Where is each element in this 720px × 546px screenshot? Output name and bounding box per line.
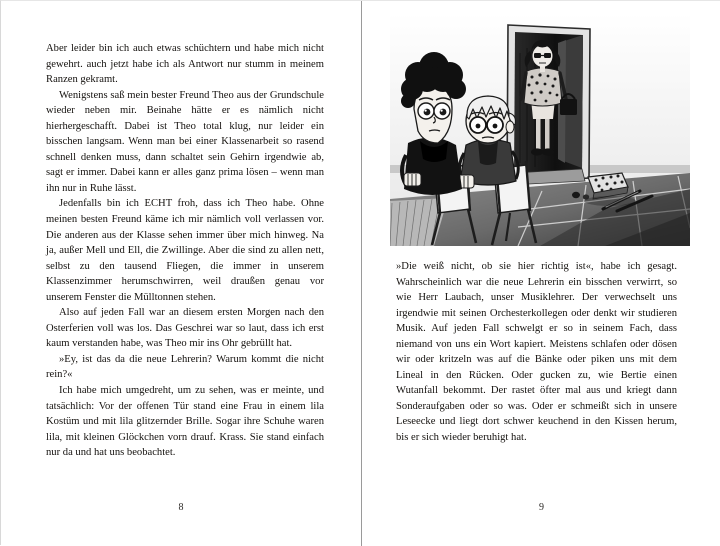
left-page bbox=[1, 1, 361, 546]
paragraph: »Die weiß nicht, ob sie hier richtig ist«, habe ich gesagt. Wahrscheinlich war die neue Lehrerin ein bisschen verwirrt, so wie Herr Laubach, unser Musiklehrer. Der verwechselt uns irgendwie mit seinen Orchesterkollegen oder denkt wir studieren Musik. Auf jeden Fall schwelgt er so in seinem Fach, dass niemand von uns ein Wort kapiert. Meistens schlafen oder dösen wir oder kritzeln was auf die Bänke oder piken uns mit dem Lineal in den Rücken. Oder gucken zu, wie Bertie einen Wutanfall bekommt. Der rastet öfter mal aus und kriegt dann Sonderaufgaben oder so was. Oder er schmeißt sich in unsere Leseecke und liegt dort schwer keuchend in den Kissen herum, bis er sich wieder beruhigt hat. bbox=[396, 261, 677, 444]
right-page bbox=[362, 1, 720, 546]
paragraph: Also auf jeden Fall war an diesem ersten Morgen nach den Osterferien voll was los. Das Geschrei war so laut, dass ich erst kaum verstanden habe, was Theo mir ins Ohr gebrüllt hat. bbox=[46, 307, 324, 350]
page-number-left: 8 bbox=[178, 502, 184, 513]
classroom-illustration bbox=[390, 13, 690, 246]
left-page-text-column bbox=[46, 41, 324, 461]
paragraph: Ich habe mich umgedreht, um zu sehen, was er meinte, und tatsächlich: Vor der offenen Tür stand eine Frau in einem lila Kostüm und mit lila glitzernder Brille. Sogar ihre Schuhe waren lila, mit kleinen Glöckchen vorn drauf. Krass. Sie stand einfach nur da und hat uns beobachtet. bbox=[46, 385, 324, 459]
hands bbox=[404, 173, 421, 186]
paragraph: Wenigstens saß mein bester Freund Theo aus der Grundschule wieder neben mir. Beinahe hätte er es nämlich nicht hierhergeschafft. Dabei ist Theo total klug, nur leider ein bisschen langsam. Wenn man bei einer Klassenarbeit so rasend schnell denken muss, dann schaltet sein Gehirn irgendwie ab, sagt er immer. Dabei kann er alles ganz prima lösen – wenn man ihn nur in Ruhe lässt. bbox=[46, 89, 324, 194]
paragraph: »Ey, ist das da die neue Lehrerin? Warum kommt die nicht rein?« bbox=[46, 353, 324, 381]
paragraph: Aber leider bin ich auch etwas schüchtern und habe mich nicht gewehrt. auch jetzt habe ich als Antwort nur stumm in meinem Ranzen gekramt. bbox=[46, 43, 324, 86]
page-number-right: 9 bbox=[539, 502, 544, 513]
paragraph: Jedenfalls bin ich ECHT froh, dass ich Theo habe. Ohne meinen besten Freund käme ich mir nämlich voll verlassen vor. Die anderen aus der Klasse sehen immer über mich hinweg. Na ja, außer Mell und Ell, die Zwillinge. Aber die sind zu allen nett, selbst zu den tausend Fliegen, die immer in unserem Klassenzimmer herumschwirren, weil draußen genau vor unserem Fenster die Mülltonnen stehen. bbox=[46, 198, 324, 303]
right-page-text-column bbox=[396, 259, 677, 446]
